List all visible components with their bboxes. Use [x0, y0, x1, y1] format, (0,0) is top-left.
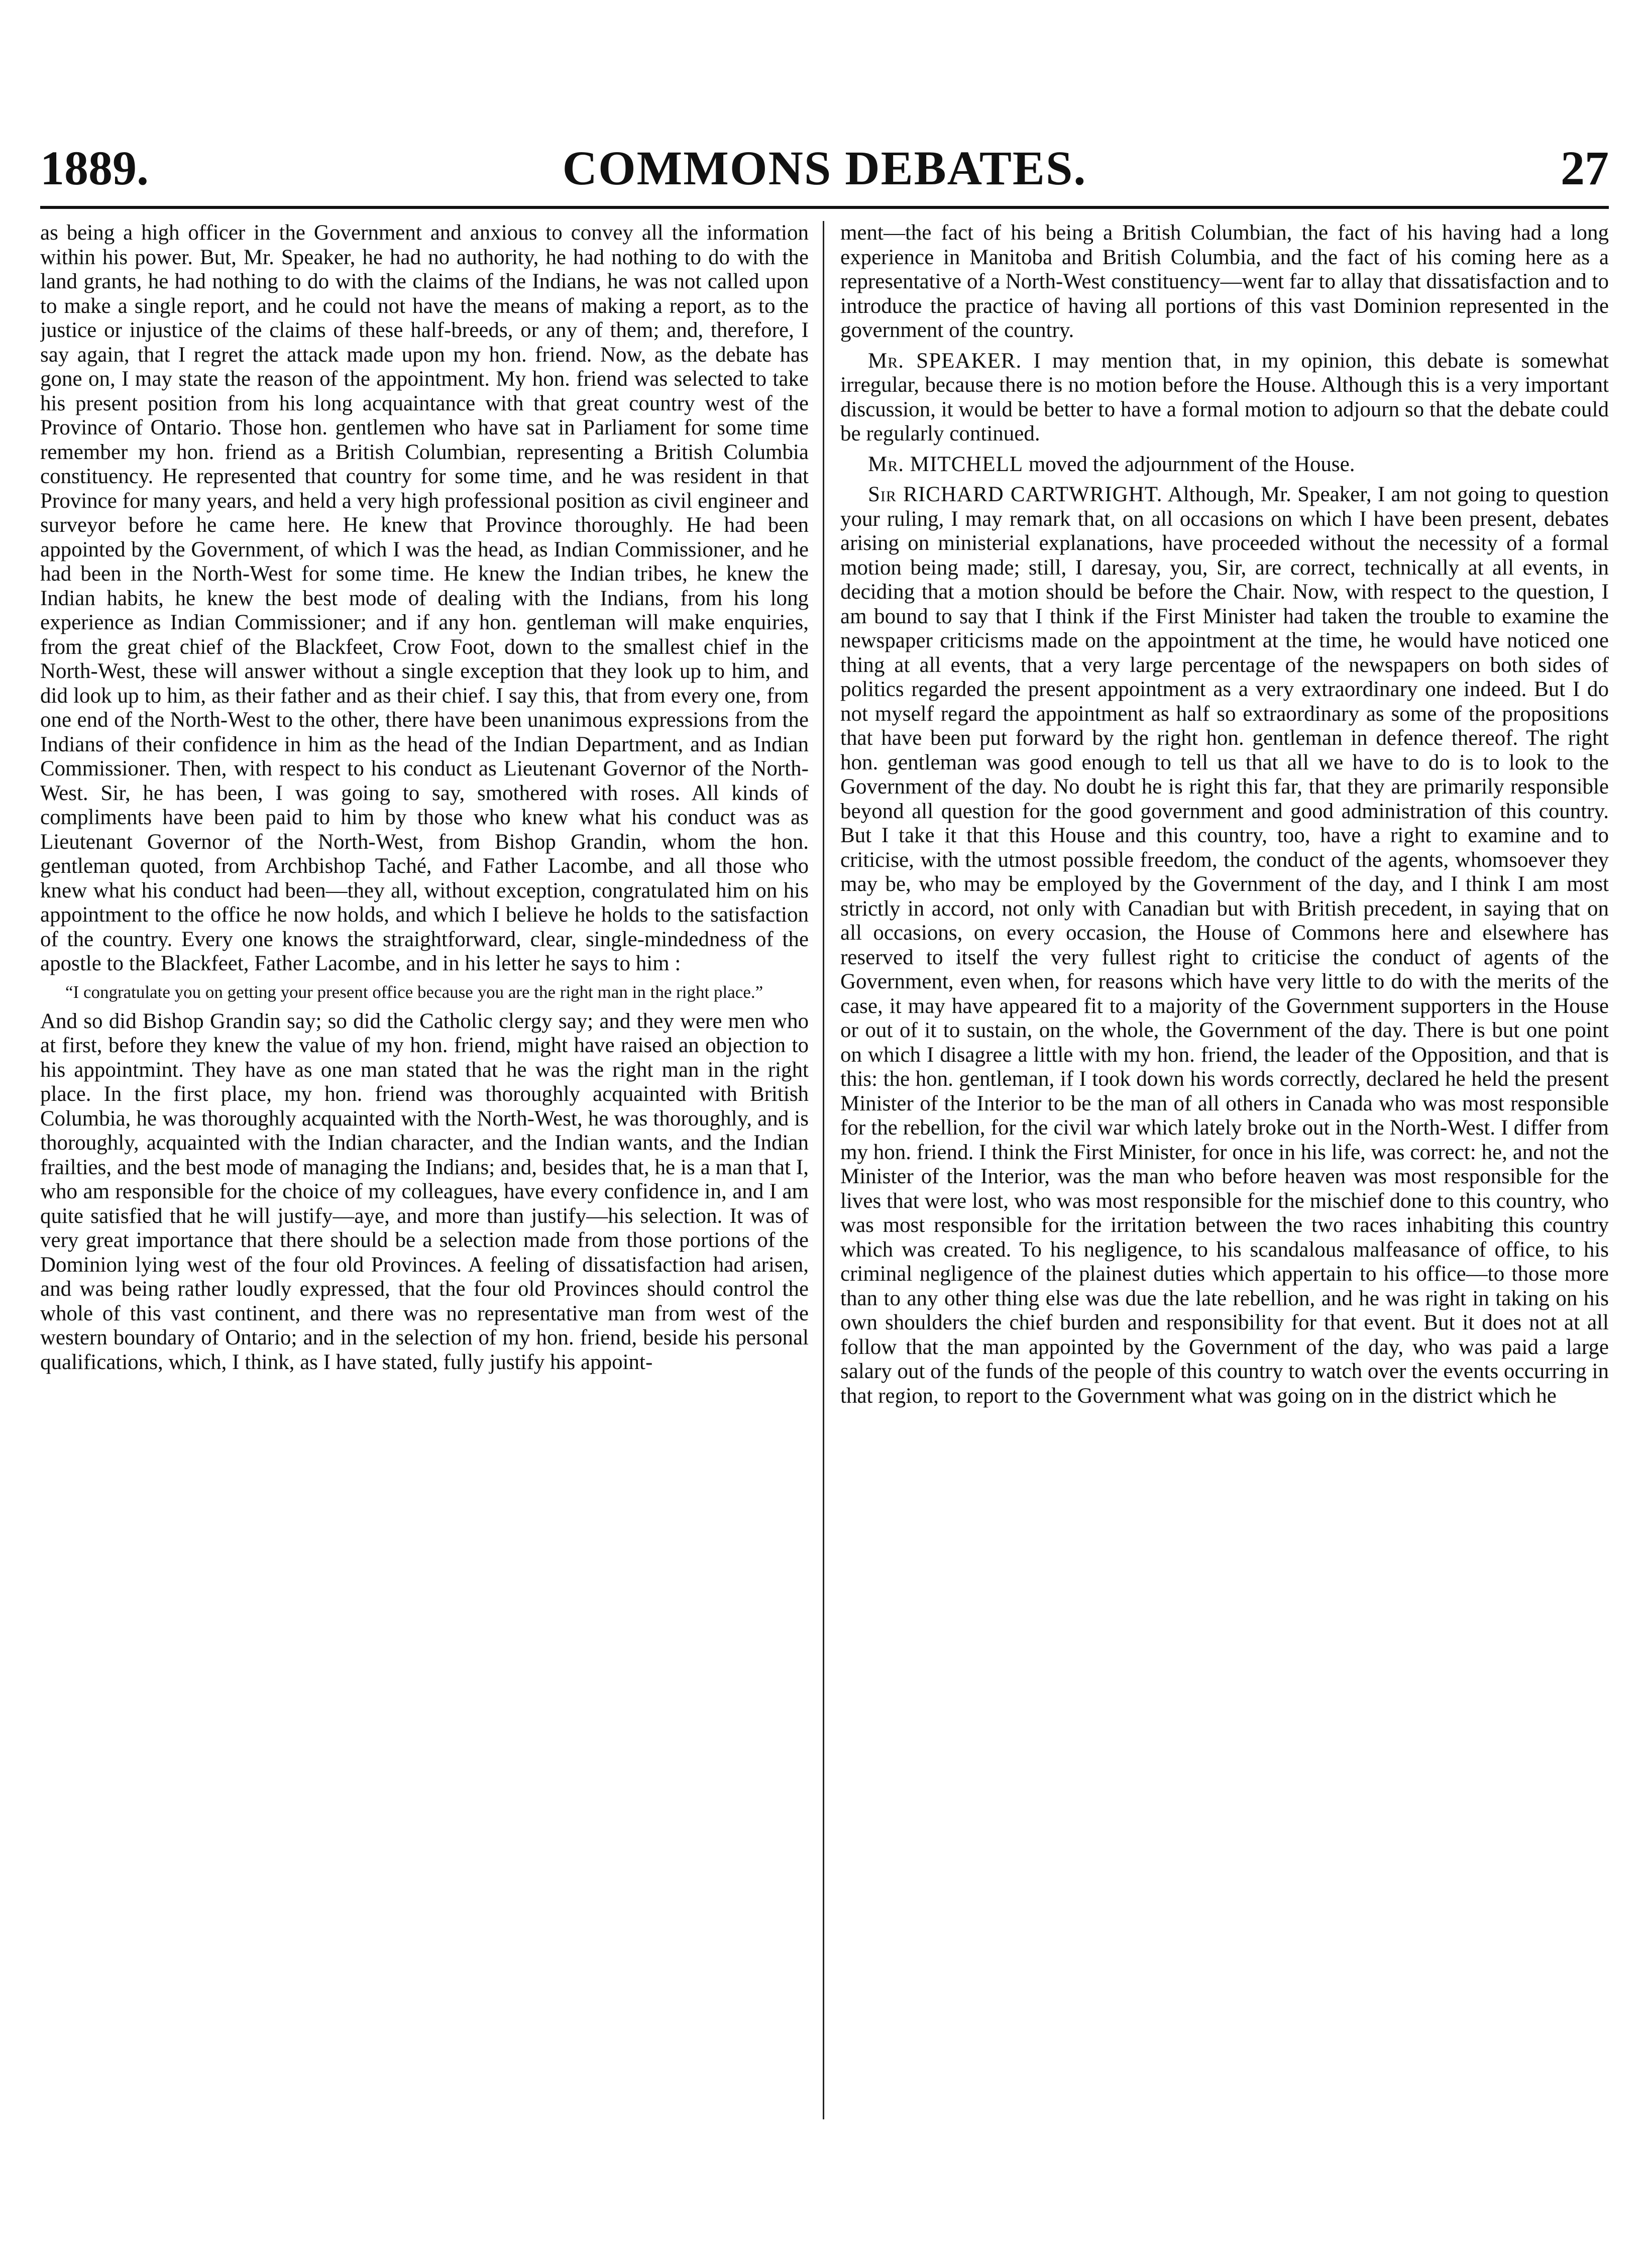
speaker-name: Sir RICHARD CARTWRIGHT. — [868, 483, 1163, 506]
header-page-number: 27 — [1561, 141, 1609, 195]
right-paragraph-motion — [840, 452, 1609, 477]
speaker-text: Although, Mr. Speaker, I am not going to question your ruling, I may remark that, on all occasions on which I have been present, debates arising on ministerial explanations, have proceeded without the necessity of a formal motion being made; still, I daresay, you, Sir, are correct, technically at all events, in deciding that a motion should be before the Chair. Now, with respect to the question, I am bound to say that I think if the First Minister had taken the trouble to examine the newspaper criticisms made on the appointment at the time, he would have noticed one thing at all events, that a very large percentage of the newspapers on both sides of politics regarded the present appointment as a very extraordinary one indeed. But I do not myself regard the appointment as half so extraordinary as some of the propositions that have been put forward by the right hon. gentleman in defence thereof. The right hon. gentleman was good enough to tell us that all we have to do is to look to the Government of the day. No doubt he is right this far, that they are primarily responsible beyond all question for the good government and good administration of this country. But I take it that this House and this country, too, have a right to examine and to criticise, with the utmost possible freedom, the conduct of the agents, whomsoever they may be, who may be employed by the Government of the day, and I think I am most strictly in accord, not only with Canadian but with British precedent, in saying that on all occasions, on every occasion, the House of Commons here and elsewhere has reserved to itself the very fullest right to criticise the conduct of agents of the Government, even when, for reasons which have very little to do with the merits of the case, it may have appeared fit to a majority of the Government supporters in the House or out of it to sustain, on the whole, the Government of the day. There is but one point on which I disagree a little with my hon. friend, the leader of the Opposition, and that is this: the hon. gentleman, if I took down his words correctly, declared he held the present Minister of the Interior to be the man of all others in Canada who was most responsible for the rebellion, for the civil war which lately broke out in the North-West. I differ from my hon. friend. I think the First Minister, for once in his life, was correct: he, and not the Minister of the Interior, was the man who before heaven was most responsible for the lives that were lost, who was most responsible for the mischief done to this country, who was most responsible for the irritation between the two races inhabiting this country which was created. To his negligence, to his scandalous malfeasance of office, to his criminal negligence of the plainest duties which appertain to his office—to those more than to any other thing else was due the late rebellion, and he was right in taking on his own shoulders the chief burden and responsibility for that event. But it does not at all follow that the man appointed by the Government of the day, who was paid a large salary out of the funds of the people of this country to watch over the events occurring in that region, to report to the Government what was going on in the district which he — [840, 483, 1609, 1408]
right-paragraph-1: ment—the fact of his being a British Columbian, the fact of his having had a long experience in Manitoba and British Columbia, and the fact of his coming here as a representative of a North-West constituency—went far to allay that dissatisfaction and to introduce the practice of having all portions of this vast Dominion represented in the government of the country. — [840, 221, 1609, 342]
header-rule — [40, 206, 1609, 209]
header-title: COMMONS DEBATES. — [562, 141, 1087, 195]
left-quotation: “I congratulate you on getting your present office because you are the right man in the right place.” — [65, 982, 763, 1002]
right-paragraph-speaker-statement — [840, 349, 1609, 446]
speaker-text: I may mention that, in my opinion, this debate is somewhat irregular, because there is no motion before the House. Although this is a very important discussion, it would be better to have a formal motion to adjourn so that the debate could be regularly continued. — [840, 349, 1609, 445]
header-year: 1889. — [40, 141, 149, 195]
speaker-name: Mr. MITCHELL — [868, 452, 1024, 476]
speaker-name: Mr. SPEAKER. — [868, 349, 1022, 373]
speaker-text: moved the adjournment of the House. — [1023, 452, 1355, 476]
left-paragraph-1: as being a high officer in the Government and anxious to convey all the information within his power. But, Mr. Speaker, he had no authority, he had nothing to do with the land grants, he had nothing to do with the claims of the Indians, he was not called upon to make a single report, and he could not have the means of making a report, as to the justice or injustice of the claims of these half-breeds, or any of them; and, therefore, I say again, that I regret the attack made upon my hon. friend. Now, as the debate has gone on, I may state the reason of the appointment. My hon. friend was selected to take his present position from his long acquaintance with that great country west of the Province of Ontario. Those hon. gentlemen who have sat in Parliament for some time remember my hon. friend as a British Columbian, representing a British Columbia constituency. He represented that country for some time, and he was resident in that Province for many years, and held a very high professional position as civil engineer and surveyor before he came here. He knew that Province thoroughly. He had been appointed by the Government, of which I was the head, as Indian Commissioner, and he had been in the North-West for some time. He knew the Indian tribes, he knew the Indian habits, he knew the best mode of dealing with the Indians, from his long experience as Indian Commissioner; and if any hon. gentleman will make enquiries, from the great chief of the Blackfeet, Crow Foot, down to the smallest chief in the North-West, these will answer without a single exception that they look up to him, and did look up to him, as their father and as their chief. I say this, that from every one, from one end of the North-West to the other, there have been unanimous expressions from the Indians of their confidence in him as the head of the Indian Department, and as Indian Commissioner. Then, with respect to his conduct as Lieutenant Governor of the North-West. Sir, he has been, I was going to say, smothered with roses. All kinds of compliments have been paid to him by those who knew what his conduct was as Lieutenant Governor of the North-West, from Bishop Grandin, whom the hon. gentleman quoted, from Archbishop Taché, and Father Lacombe, and all those who knew what his conduct had been—they all, without exception, congratulated him on his appointment to the office he now holds, and which I believe he holds to the satisfaction of the country. Every one knows the straightforward, clear, single-mindedness of the apostle to the Blackfeet, Father Lacombe, and in his letter he says to him : — [40, 221, 809, 975]
right-paragraph-cartwright — [840, 483, 1609, 1408]
left-paragraph-2: And so did Bishop Grandin say; so did the Catholic clergy say; and they were men who at first, before they knew the value of my hon. friend, might have raised an objection to his appointmint. They have as one man stated that he was the right man in the right place. In the first place, my hon. friend was thoroughly acquainted with British Columbia, he was thoroughly acquainted with the North-West, he was thoroughly, and is thoroughly, acquainted with the Indian character, and the Indian wants, and the Indian frailties, and the best mode of managing the Indians; and, besides that, he is a man that I, who am responsible for the choice of my colleagues, have every confidence in, and I am quite satisfied that he will justify—aye, and more than justify—his selection. It was of very great importance that there should be a selection made from those portions of the Dominion lying west of the four old Provinces. A feeling of dissatisfaction had arisen, and was being rather loudly expressed, that the four old Provinces should control the whole of this vast continent, and there was no representative man from west of the western boundary of Ontario; and in the selection of my hon. friend, beside his personal qualifications, which, I think, as I have stated, fully justify his appoint- — [40, 1009, 809, 1374]
right-column — [840, 221, 1609, 2124]
left-column — [40, 221, 809, 2124]
column-divider — [823, 221, 824, 2119]
page-header — [40, 141, 1609, 196]
